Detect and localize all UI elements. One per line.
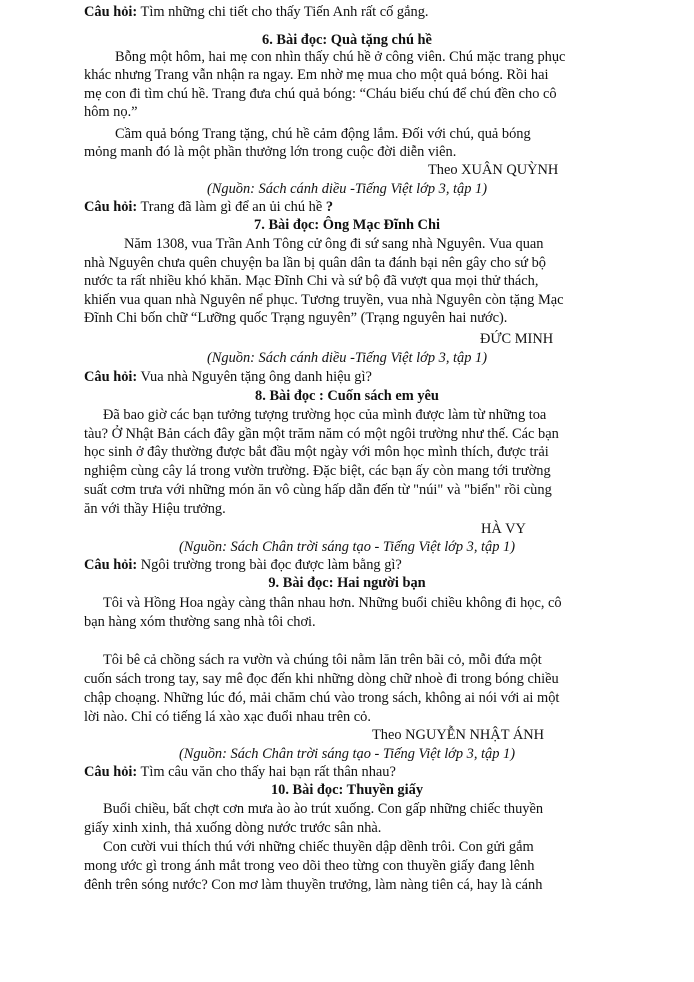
question-label: Câu hỏi: <box>84 764 138 780</box>
section-10-text-line: đênh trên sóng nước? Con mơ làm thuyền trưởng, làm nàng tiên cá, hay là cánh <box>84 877 543 893</box>
section-6-text-line: hôm nọ.” <box>84 104 138 120</box>
question-label: Câu hỏi: <box>84 557 138 573</box>
section-8-text-line: ăn với thầy Hiệu trưởng. <box>84 501 226 517</box>
section-7-text-line: khiến vua quan nhà Nguyên nể phục. Tương truyền, vua nhà Nguyên còn tặng Mạc <box>84 292 564 308</box>
question-text: Vua nhà Nguyên tặng ông danh hiệu gì? <box>137 369 372 385</box>
section-7-text-line: nước ta rất nhiều khó khăn. Mạc Đĩnh Chi và sứ bộ đã vượt qua mọi thử thách, <box>84 273 539 289</box>
section-9-text-line: Tôi bê cả chồng sách ra vườn và chúng tôi nằm lăn trên bãi cỏ, mỗi đứa một <box>103 652 542 668</box>
section-7-source: (Nguồn: Sách cánh diều -Tiếng Việt lớp 3, tập 1) <box>207 350 487 366</box>
section-9-text-line: bạn hàng xóm thường sang nhà tôi chơi. <box>84 614 316 630</box>
section-7-question <box>84 368 372 387</box>
question-label: Câu hỏi: <box>84 199 138 215</box>
section-7-text-line: Đĩnh Chi bốn chữ “Lưỡng quốc Trạng nguyên” (Trạng nguyên hai nước). <box>84 310 508 326</box>
question-text: Tìm những chi tiết cho thấy Tiến Anh rất cố gắng. <box>137 4 429 20</box>
question-text: Tìm câu văn cho thấy hai bạn rất thân nhau? <box>137 764 396 780</box>
section-6-text-line: mỏng manh đó là một phần thưởng lớn trong cuộc đời diễn viên. <box>84 144 457 160</box>
section-8-text-line: suất cơm trưa với những món ăn vô cùng hấp dẫn đến từ "núi" và "biển" rồi cùng <box>84 482 552 498</box>
section-7-text-line: Năm 1308, vua Trần Anh Tông cử ông đi sứ sang nhà Nguyên. Vua quan <box>124 236 544 252</box>
section-8-author: HÀ VY <box>481 521 526 537</box>
section-8-text-line: tàu? Ở Nhật Bản cách đây gần một trăm năm có một ngôi trường như thế. Các bạn <box>84 426 559 442</box>
section-10-text-line: mong ước gì trong ánh mắt trong veo dõi theo từng con thuyền giấy đang lênh <box>84 858 535 874</box>
question-label: Câu hỏi: <box>84 369 138 385</box>
section-9-source: (Nguồn: Sách Chân trời sáng tạo - Tiếng Việt lớp 3, tập 1) <box>178 746 516 762</box>
question-label: Câu hỏi: <box>84 4 138 20</box>
section-6-source: (Nguồn: Sách cánh diều -Tiếng Việt lớp 3, tập 1) <box>207 181 487 197</box>
section-9-text-line: lời nào. Chỉ có tiếng lá xào xạc đuổi nhau trên cỏ. <box>84 709 371 725</box>
section-7-author: ĐỨC MINH <box>480 331 554 347</box>
section-6-text-line: Bỗng một hôm, hai mẹ con nhìn thấy chú hề ở công viên. Chú mặc trang phục <box>115 49 566 65</box>
question-text: Ngôi trường trong bài đọc được làm bằng gì? <box>137 557 402 573</box>
section-10-title: 10. Bài đọc: Thuyền giấy <box>270 782 424 798</box>
section-8-question <box>84 556 402 575</box>
section-9-text-line: Tôi và Hồng Hoa ngày càng thân nhau hơn. Những buổi chiều không đi học, cô <box>103 595 562 611</box>
section-8-text-line: Đã bao giờ các bạn tưởng tượng trường học của mình được làm từ những toa <box>103 407 547 423</box>
section-9-title: 9. Bài đọc: Hai người bạn <box>268 575 426 591</box>
section-9-author: Theo NGUYỄN NHẬT ÁNH <box>372 727 544 743</box>
question-text: Trang đã làm gì để an ủi chú hề <box>137 199 326 215</box>
section-6-question <box>84 198 333 217</box>
section-6-text-line: mẹ con đi tìm chú hề. Trang đưa chú quả bóng: “Cháu biếu chú để chú đền cho cô <box>84 86 557 102</box>
section-6-text-line: Cầm quả bóng Trang tặng, chú hề cảm động lắm. Đối với chú, quả bóng <box>115 126 531 142</box>
question-mark: ? <box>325 199 334 215</box>
section-6-text-line: khác nhưng Trang vẫn nhận ra ngay. Em nhờ mẹ mua cho một quả bóng. Rồi hai <box>84 67 549 83</box>
section-6-title: 6. Bài đọc: Quà tặng chú hề <box>262 32 432 48</box>
section-10-text-line: giấy xinh xinh, thả xuống dòng nước trước sân nhà. <box>84 820 382 836</box>
section-8-text-line: nghiệm cùng cây lá trong vườn trường. Đặc biệt, các bạn ấy còn mang tới trường <box>84 463 551 479</box>
section-6-author: Theo XUÂN QUỲNH <box>428 162 559 178</box>
section-9-text-line: chập choạng. Những lúc đó, mải chăm chú vào trong sách, không ai nói với ai một <box>84 690 560 706</box>
section-7-title: 7. Bài đọc: Ông Mạc Đĩnh Chi <box>254 217 440 233</box>
section-9-text-line: cuốn sách trong tay, say mê đọc đến khi những dòng chữ nhoè đi trong bóng chiều <box>84 671 559 687</box>
question-line <box>84 3 429 22</box>
section-8-text-line: học sinh ở đây thường được bắt đầu một ngày với môn học mình thích, được trải <box>84 444 549 460</box>
section-10-text-line: Buổi chiều, bất chợt cơn mưa ào ào trút xuống. Con gấp những chiếc thuyền <box>103 801 544 817</box>
section-9-question <box>84 763 396 782</box>
section-8-title: 8. Bài đọc : Cuốn sách em yêu <box>255 388 439 404</box>
section-10-text-line: Con cười vui thích thú với những chiếc thuyền dập dềnh trôi. Con gửi gắm <box>103 839 534 855</box>
section-8-source: (Nguồn: Sách Chân trời sáng tạo - Tiếng Việt lớp 3, tập 1) <box>178 539 516 555</box>
section-7-text-line: nhà Nguyên chưa quên chuyện ba lần bị quân dân ta đánh bại nên gây cho sứ bộ <box>84 255 546 271</box>
